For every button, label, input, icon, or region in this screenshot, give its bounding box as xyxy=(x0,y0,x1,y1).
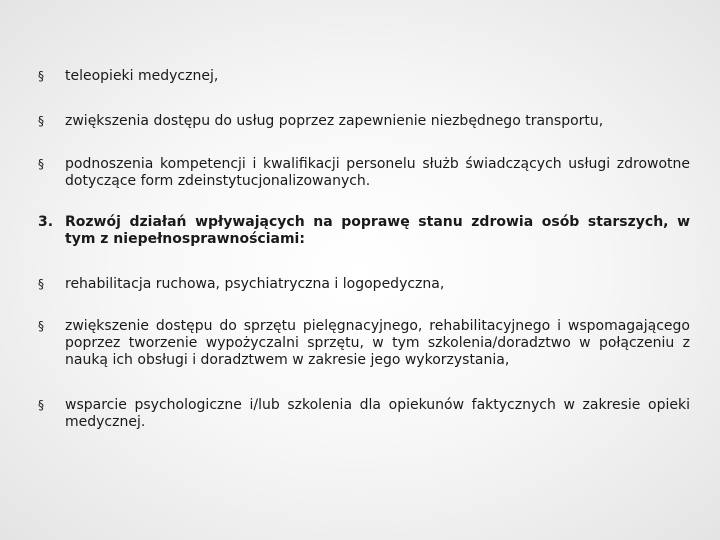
bullet-icon: § xyxy=(38,114,44,128)
bullet-icon: § xyxy=(38,69,44,83)
list-item xyxy=(38,397,690,431)
bullet-icon: § xyxy=(38,157,44,171)
list-item-text: wsparcie psychologiczne i/lub szkolenia dla opiekunów faktycznych w zakresie opieki medycznej. xyxy=(65,397,690,430)
section-heading xyxy=(38,214,690,248)
section-title: Rozwój działań wpływających na poprawę stanu zdrowia osób starszych, w tym z niepełnosprawnościami: xyxy=(65,214,690,247)
bullet-icon: § xyxy=(38,277,44,291)
list-item-text: zwiększenia dostępu do usług poprzez zapewnienie niezbędnego transportu, xyxy=(65,113,604,129)
list-item xyxy=(38,156,690,190)
section-number: 3. xyxy=(38,214,54,230)
bullet-icon: § xyxy=(38,398,44,412)
list-item xyxy=(38,318,690,369)
list-item-text: rehabilitacja ruchowa, psychiatryczna i logopedyczna, xyxy=(65,276,445,292)
list-item xyxy=(38,276,690,293)
list-item-text: teleopieki medycznej, xyxy=(65,68,219,84)
list-item xyxy=(38,68,690,85)
bullet-icon: § xyxy=(38,319,44,333)
list-item-text: podnoszenia kompetencji i kwalifikacji personelu służb świadczących usługi zdrowotne dotyczące form zdeinstytucjonalizowanych. xyxy=(65,156,690,189)
list-item xyxy=(38,113,690,130)
list-item-text: zwiększenie dostępu do sprzętu pielęgnacyjnego, rehabilitacyjnego i wspomagającego poprzez tworzenie wypożyczalni sprzętu, w tym szkolenia/doradztwo w połączeniu z nauką ich obsługi i doradztwem w zakresie jego wykorzystania, xyxy=(65,318,690,368)
